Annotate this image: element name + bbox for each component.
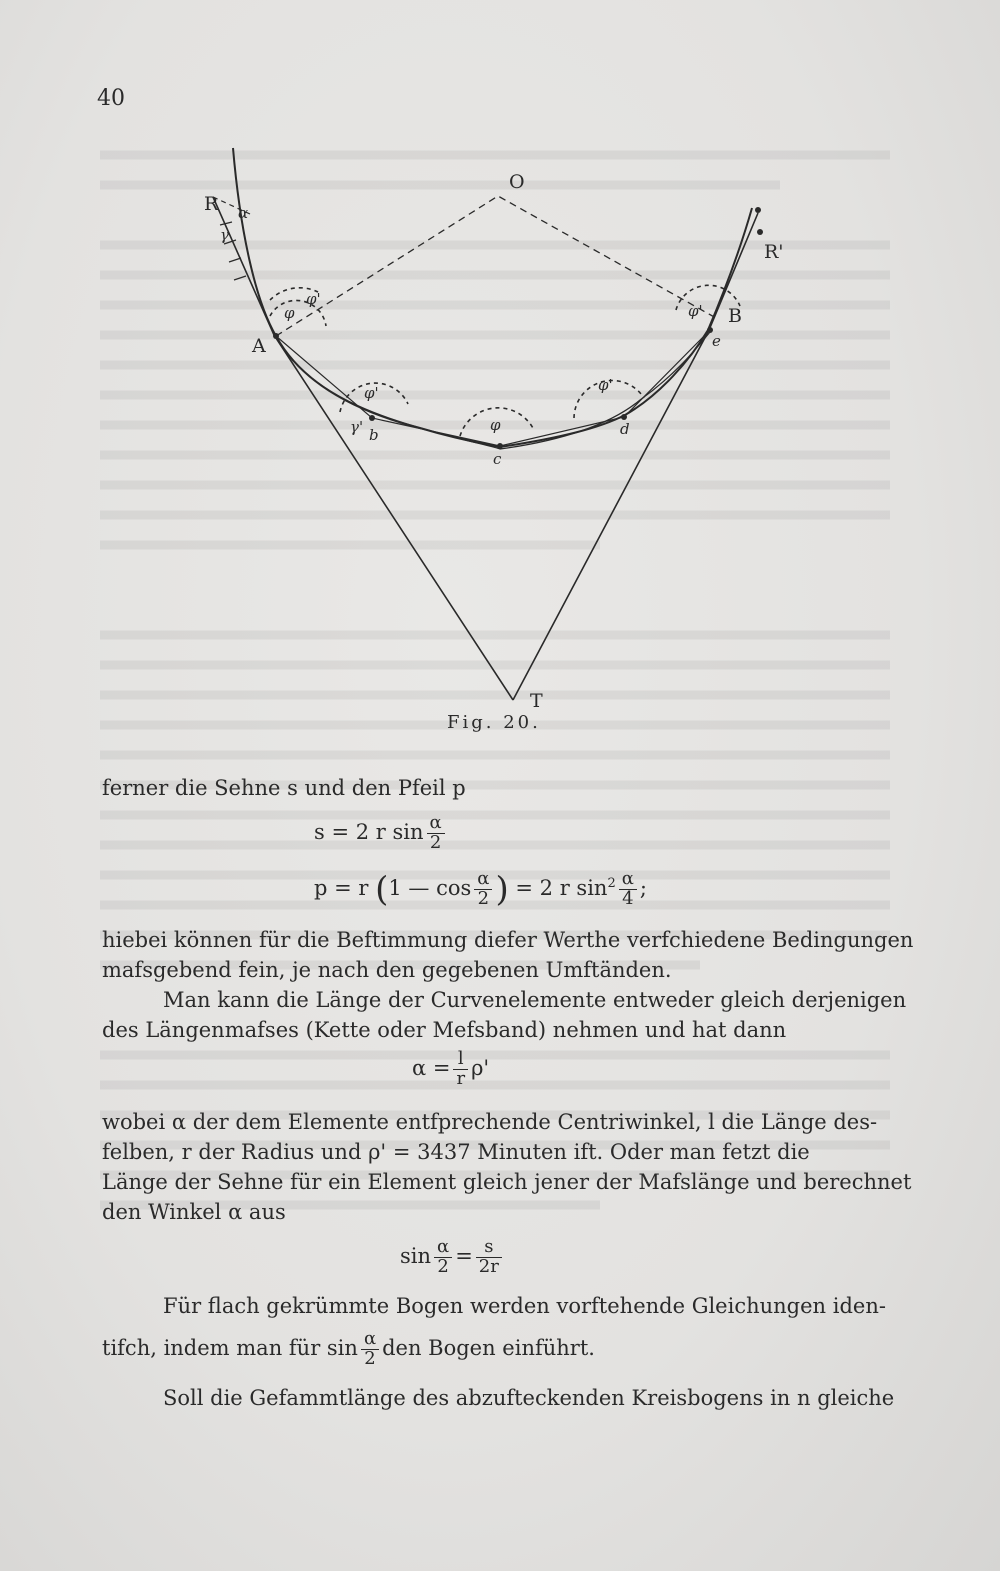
label-c: c — [493, 450, 502, 468]
text-line: ferner die Sehne s und den Pfeil p — [102, 776, 466, 800]
paragraph-line: hiebei können für die Beftimmung diefer Werthe verfchiedene Bedingungen — [102, 928, 914, 952]
paragraph-line: Länge der Sehne für ein Element gleich jener der Mafslänge und berechnet — [102, 1170, 912, 1194]
label-e: e — [712, 332, 721, 350]
paragraph-line: Man kann die Länge der Curvenelemente entweder gleich derjenigen — [163, 988, 907, 1012]
paragraph-line: des Längenmafses (Kette oder Mefsband) nehmen und hat dann — [102, 1018, 787, 1042]
label-gamma: γ — [220, 226, 229, 244]
label-gamma-prime: γ' — [350, 418, 364, 436]
label-alpha: α — [238, 204, 249, 222]
paragraph-line: wobei α der dem Elemente entfprechende Centriwinkel, l die Länge des- — [102, 1110, 878, 1134]
label-R-prime: R' — [764, 241, 784, 263]
page-number: 40 — [97, 86, 125, 111]
label-R: R — [204, 193, 219, 215]
label-phi-prime-b: φ' — [364, 384, 379, 402]
label-phi-prime-d: φ' — [598, 376, 613, 394]
label-A: A — [252, 335, 266, 357]
label-b: b — [369, 426, 379, 444]
label-phi-c: φ — [490, 416, 501, 434]
paragraph-line: Soll die Gefammtlänge des abzufteckenden Kreisbogens in n gleiche — [163, 1386, 895, 1410]
paragraph-line-with-fraction: tifch, indem man für sin $\frac{\alpha}{2}$ den Bogen einführt. — [102, 1328, 595, 1369]
equation-sine: sin $\frac{\alpha}{2}$ = $\frac{s}{2r}$ — [400, 1238, 505, 1277]
tangent-line-left — [213, 197, 513, 700]
equation-arrow: p = r (1 — cos $\frac{\alpha}{2}$ ) = 2 r $\sin^2$ $\frac{\alpha}{4}$ ; — [314, 868, 647, 910]
equation-chord: s = 2 r sin $\frac{\alpha}{2}$ — [314, 814, 448, 853]
paragraph-line: felben, r der Radius und ρ' = 3437 Minuten ift. Oder man fetzt die — [102, 1140, 810, 1164]
paragraph-line: Für flach gekrümmte Bogen werden vorftehende Gleichungen iden- — [163, 1294, 886, 1318]
label-d: d — [620, 420, 630, 438]
figure-20-diagram — [0, 0, 1000, 760]
label-B: B — [728, 305, 742, 327]
label-T: T — [530, 690, 543, 712]
label-phi-prime-A: φ' — [306, 290, 321, 308]
figure-caption: Fig. 20. — [447, 712, 541, 733]
paragraph-line: den Winkel α aus — [102, 1200, 286, 1224]
label-O: O — [509, 171, 525, 193]
tangent-line-right — [513, 213, 758, 700]
dashed-tangent-O — [276, 196, 716, 336]
label-phi-prime-B: φ' — [688, 302, 703, 320]
equation-alpha: α = $\frac{l}{r}$ ρ' — [412, 1048, 490, 1089]
paragraph-line: mafsgebend fein, je nach den gegebenen Umftänden. — [102, 958, 672, 982]
label-phi-A: φ — [284, 304, 295, 322]
